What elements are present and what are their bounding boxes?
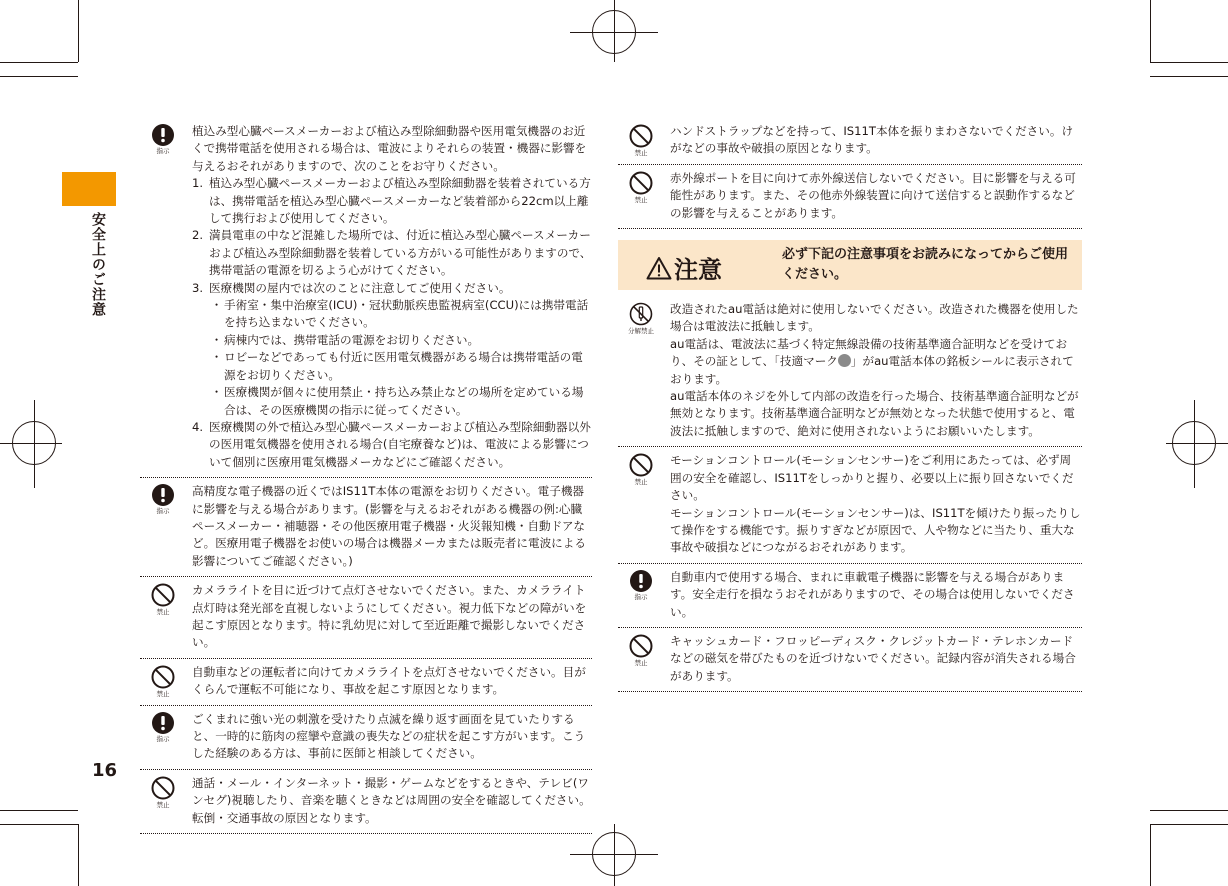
warning-item-modification	[618, 296, 1082, 447]
numbered-point	[192, 227, 592, 279]
bullet-mark: ・	[210, 298, 223, 313]
crop-mark	[78, 0, 79, 62]
point-number: 3.	[192, 280, 204, 295]
section-tab	[62, 172, 116, 206]
icon-label: 禁止	[634, 658, 648, 667]
point-number: 4.	[192, 419, 204, 434]
icon-label: 分解禁止	[628, 327, 654, 336]
warning-item-electronics	[140, 478, 592, 577]
right-column	[618, 118, 1082, 692]
caution-text: 必ず下記の注意事項をお読みになってからご使用ください。	[782, 247, 1069, 283]
no-disassembly-icon	[624, 302, 658, 335]
item-text: 自動車などの運転者に向けてカメラライトを点灯させないでください。目がくらんで運転不可能になり、事故を起こす原因となります。	[192, 664, 586, 697]
item-text: 高精度な電子機器の近くではIS11T本体の電源をお切りください。電子機器に影響を与える場合があります。(影響を与えるおそれがある機器の例:心臓ペースメーカー・補聴器・その他医療用電子機器・火災報知機・自動ドアなど。医療用電子機器をお使いの場合は機器メーカまたは販売者に電波による影響についてご確認ください。)	[192, 484, 586, 568]
crop-mark	[0, 824, 78, 825]
warning-item-in-car	[618, 564, 1082, 628]
giteki-mark-icon	[838, 354, 851, 367]
registration-line	[1194, 400, 1195, 488]
bullet-mark: ・	[210, 332, 223, 347]
caution-heading-text: 注意	[674, 256, 722, 285]
crop-mark	[1150, 824, 1228, 825]
item-text: au電話本体のネジを外して内部の改造を行った場合、技術基準適合証明などが無効となります。技術基準適合証明などが無効となった状態で使用すると、電波法に抵触しますので、絶対に使用されないようにお願いいたします。	[670, 389, 1079, 438]
item-text: 赤外線ポートを目に向けて赤外線送信しないでください。目に影響を与える可能性があります。また、その他赤外線装置に向けて送信すると誤動作するなどの影響を与えることがあります。	[670, 170, 1076, 220]
item-text: 改造されたau電話は絶対に使用しないでください。改造された機器を使用した場合は電波法に抵触します。	[670, 302, 1079, 334]
item-text: キャッシュカード・フロッピーディスク・クレジットカード・テレホンカードなどの磁気を帯びたものを近づけないでください。記録内容が消失される場合があります。	[670, 633, 1076, 683]
bullet-item	[209, 349, 592, 384]
crop-mark	[1150, 0, 1151, 62]
registration-line	[614, 0, 615, 62]
instruction-icon	[146, 712, 180, 743]
crop-mark	[1150, 810, 1228, 811]
icon-label: 禁止	[634, 195, 648, 204]
icon-label: 指示	[156, 147, 170, 155]
crop-mark	[1150, 62, 1228, 63]
icon-label: 禁止	[156, 689, 170, 698]
registration-line	[0, 443, 62, 444]
item-text: ハンドストラップなどを持って、IS11T本体を振りまわさないでください。けがなどの事故や破損の原因となります。	[670, 124, 1074, 156]
crop-mark	[0, 62, 78, 63]
instruction-icon	[146, 484, 180, 515]
point-text: 満員電車の中など混雑した場所では、付近に植込み型心臓ペースメーカーおよび植込み型除細動器を装着している方がいる可能性がありますので、携帯電話の電源を切るよう心がけてください。	[209, 228, 592, 278]
crop-mark	[1150, 76, 1228, 77]
point-text: 医療機関の外で植込み型心臓ペースメーカーおよび植込み型除細動器以外の医用電気機器を使用される場合(自宅療養など)は、電波による影響について個別に医療用電気機器メーカなどにご確認ください。	[209, 419, 591, 469]
numbered-point	[192, 280, 592, 297]
crop-mark	[78, 824, 79, 886]
warning-item-flashing-light	[140, 706, 592, 770]
left-column	[140, 118, 592, 834]
icon-label: 禁止	[156, 800, 170, 809]
warning-triangle-icon	[646, 256, 672, 280]
warning-item-pacemaker	[140, 118, 592, 478]
item-text: カメラライトを目に近づけて点灯させないでください。また、カメラライト点灯時は発光部を直視しないようにしてください。視力低下などの障がいを起こす原因となります。特に乳幼児に対して至近距離で撮影しないでください。	[192, 583, 587, 650]
item-text-with-mark	[670, 336, 1082, 388]
bullet-text: 医療機関が個々に使用禁止・持ち込み禁止などの場所を定めている場合は、その医療機関の指示に従ってください。	[224, 385, 584, 417]
bullet-text: 病棟内では、携帯電話の電源をお切りください。	[224, 332, 480, 347]
bullet-list	[209, 297, 592, 419]
bullet-text: ロビーなどであっても付近に医用電気機器がある場合は携帯電話の電源をお切りください。	[224, 350, 583, 382]
item-text: ごくまれに強い光の刺激を受けたり点滅を繰り返す画面を見ていたりすると、一時的に筋肉の痙攣や意識の喪失などの症状を起こす方がいます。こうした経験のある方は、事前に医師と相談してください。	[192, 711, 586, 761]
icon-label: 禁止	[156, 608, 170, 617]
warning-item-magnetic	[618, 628, 1082, 692]
text-segment: 」がau電話本体の銘板シールに表示されております。	[670, 354, 1074, 386]
item-text: 通話・メール・インターネット・撮影・ゲームなどをするときや、テレビ(ワンセグ)視聴したり、音楽を聴くときなどは周囲の安全を確認してください。転倒・交通事故の原因となります。	[192, 775, 591, 825]
bullet-item	[209, 384, 592, 419]
text-segment: au電話は、電波法に基づく特定無線設備の技術基準適合証明などを受けており、その証として、「技適マーク	[670, 336, 1068, 369]
point-number: 1.	[192, 176, 204, 191]
instruction-icon	[624, 570, 658, 601]
crop-mark	[0, 76, 78, 77]
numbered-point	[192, 175, 592, 227]
bullet-text: 手術室・集中治療室(ICU)・冠状動脈疾患監視病室(CCU)には携帯電話を持ち込まないでください。	[224, 298, 589, 330]
numbered-point	[192, 419, 592, 471]
bullet-mark: ・	[210, 385, 223, 400]
registration-line	[1166, 443, 1228, 444]
caution-heading	[646, 250, 722, 285]
registration-line	[614, 824, 615, 886]
warning-item-driver	[140, 659, 592, 706]
icon-label: 指示	[156, 507, 170, 516]
prohibited-icon	[146, 583, 180, 616]
caution-banner	[618, 240, 1082, 290]
icon-label: 指示	[634, 592, 648, 601]
bullet-item	[209, 332, 592, 349]
prohibited-icon	[624, 171, 658, 204]
prohibited-icon	[146, 665, 180, 698]
registration-line	[34, 400, 35, 488]
instruction-icon	[146, 124, 180, 155]
warning-item-infrared	[618, 165, 1082, 229]
warning-item-surroundings	[140, 770, 592, 834]
section-side-label: 安全上のご注意	[90, 212, 106, 317]
bullet-mark: ・	[210, 350, 223, 365]
crop-mark	[1150, 824, 1151, 886]
item-text: 自動車内で使用する場合、まれに車載電子機器に影響を与える場合があります。安全走行を損なうおそれがありますので、その場合は使用しないでください。	[670, 569, 1075, 619]
warning-item-motion-control	[618, 447, 1082, 563]
bullet-item	[209, 297, 592, 332]
prohibited-icon	[624, 453, 658, 486]
item-text: モーションコントロール(モーションセンサー)は、IS11Tを傾けたり振ったりして操作をする機能です。振りすぎなどが原因で、人や物などに当たり、重大な事故や破損などにつながるおそれがあります。	[670, 505, 1081, 555]
prohibited-icon	[146, 776, 180, 809]
icon-label: 禁止	[634, 478, 648, 487]
item-text: 植込み型心臓ペースメーカーおよび植込み型除細動器や医用電気機器のお近くで携帯電話を使用される場合は、電波によりそれらの装置・機器に影響を与えるおそれがありますので、次のことをお守りください。	[192, 124, 587, 173]
icon-label: 禁止	[634, 149, 648, 157]
icon-label: 指示	[156, 734, 170, 743]
prohibited-icon	[624, 634, 658, 667]
prohibited-icon	[624, 124, 658, 157]
crop-mark	[0, 810, 78, 811]
point-text: 植込み型心臓ペースメーカーおよび植込み型除細動器を装着されている方は、携帯電話を植込み型心臓ペースメーカーなど装着部から22cm以上離して携行および使用してください。	[209, 176, 591, 226]
item-text: モーションコントロール(モーションセンサー)をご利用にあたっては、必ず周囲の安全を確認し、IS11Tをしっかりと握り、必要以上に振り回さないでください。	[670, 453, 1074, 503]
point-text: 医療機関の屋内では次のことに注意してご使用ください。	[209, 280, 511, 295]
warning-item-camera-light	[140, 577, 592, 659]
point-number: 2.	[192, 228, 204, 243]
page-number: 16	[92, 760, 118, 781]
warning-item-hand-strap	[618, 118, 1082, 165]
